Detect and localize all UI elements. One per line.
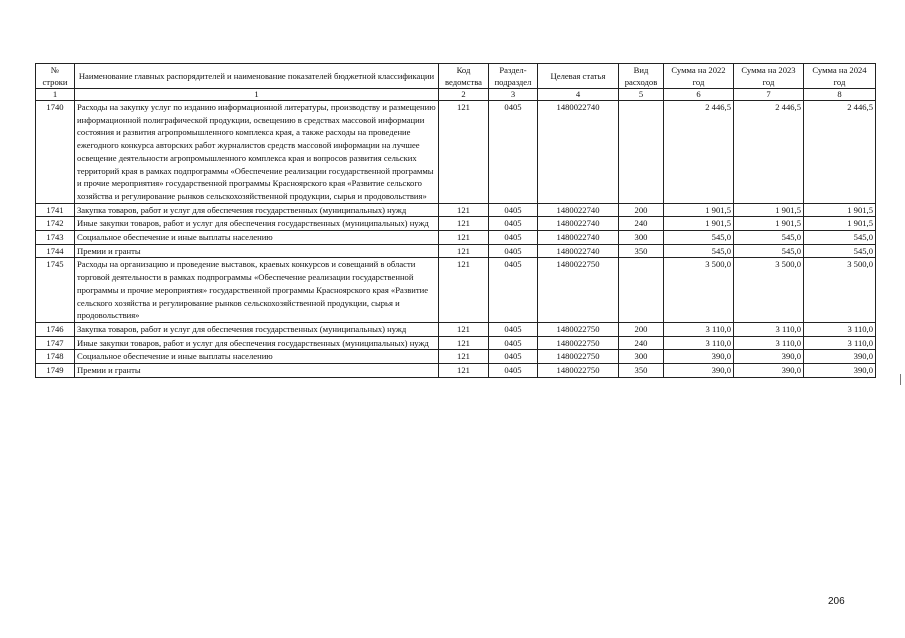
row-sum-2023-cell: 1 901,5: [734, 203, 804, 217]
row-name-cell: Иные закупки товаров, работ и услуг для обеспечения государственных (муниципальных) нужд: [75, 336, 439, 350]
row-section-cell: 0405: [489, 364, 538, 378]
row-sum-2023-cell: 3 110,0: [734, 322, 804, 336]
row-section-cell: 0405: [489, 322, 538, 336]
row-sum-2024-cell: 390,0: [804, 364, 876, 378]
row-dept-code-cell: 121: [439, 231, 489, 245]
row-dept-code-cell: 121: [439, 322, 489, 336]
row-sum-2023-cell: 390,0: [734, 364, 804, 378]
row-number-cell: 1741: [36, 203, 75, 217]
column-number: 4: [538, 89, 619, 101]
row-dept-code-cell: 121: [439, 364, 489, 378]
column-number: 1: [36, 89, 75, 101]
page-number: 206: [828, 596, 845, 607]
row-target-cell: 1480022740: [538, 244, 619, 258]
row-dept-code-cell: 121: [439, 336, 489, 350]
row-name-cell: Премии и гранты: [75, 364, 439, 378]
row-sum-2023-cell: 3 500,0: [734, 258, 804, 323]
table-row: [36, 203, 876, 217]
header-section: Раздел-подраздел: [489, 64, 538, 89]
row-sum-2022-cell: 390,0: [664, 350, 734, 364]
header-sum-2022: Сумма на 2022 год: [664, 64, 734, 89]
row-sum-2024-cell: 545,0: [804, 244, 876, 258]
row-sum-2022-cell: 1 901,5: [664, 217, 734, 231]
row-target-cell: 1480022740: [538, 203, 619, 217]
row-exp-type-cell: 300: [619, 350, 664, 364]
row-name-cell: Премии и гранты: [75, 244, 439, 258]
row-target-cell: 1480022740: [538, 101, 619, 204]
row-dept-code-cell: 121: [439, 217, 489, 231]
row-number-cell: 1740: [36, 101, 75, 204]
row-dept-code-cell: 121: [439, 244, 489, 258]
row-sum-2022-cell: 3 110,0: [664, 322, 734, 336]
table-row: [36, 364, 876, 378]
column-numbers-row: [36, 89, 876, 101]
row-target-cell: 1480022740: [538, 217, 619, 231]
table-row: [36, 231, 876, 245]
row-number-cell: 1746: [36, 322, 75, 336]
header-exp-type: Вид расходов: [619, 64, 664, 89]
row-number-cell: 1749: [36, 364, 75, 378]
table-row: [36, 258, 876, 323]
row-sum-2022-cell: 545,0: [664, 244, 734, 258]
row-number-cell: 1743: [36, 231, 75, 245]
budget-table: [35, 63, 876, 378]
row-sum-2022-cell: 545,0: [664, 231, 734, 245]
row-sum-2023-cell: 545,0: [734, 244, 804, 258]
row-sum-2022-cell: 3 500,0: [664, 258, 734, 323]
table-row: [36, 336, 876, 350]
row-target-cell: 1480022740: [538, 231, 619, 245]
row-dept-code-cell: 121: [439, 350, 489, 364]
row-target-cell: 1480022750: [538, 336, 619, 350]
row-number-cell: 1747: [36, 336, 75, 350]
row-section-cell: 0405: [489, 336, 538, 350]
row-sum-2024-cell: 3 110,0: [804, 336, 876, 350]
row-sum-2022-cell: 2 446,5: [664, 101, 734, 204]
row-sum-2022-cell: 3 110,0: [664, 336, 734, 350]
row-number-cell: 1745: [36, 258, 75, 323]
row-target-cell: 1480022750: [538, 322, 619, 336]
row-name-cell: Закупка товаров, работ и услуг для обеспечения государственных (муниципальных) нужд: [75, 203, 439, 217]
row-exp-type-cell: [619, 101, 664, 204]
row-sum-2023-cell: 3 110,0: [734, 336, 804, 350]
table-row: [36, 322, 876, 336]
table-row: [36, 244, 876, 258]
table-row: [36, 350, 876, 364]
table-body: [36, 89, 876, 378]
row-sum-2024-cell: 390,0: [804, 350, 876, 364]
row-sum-2023-cell: 1 901,5: [734, 217, 804, 231]
header-sum-2023: Сумма на 2023 год: [734, 64, 804, 89]
row-sum-2024-cell: 3 110,0: [804, 322, 876, 336]
row-name-cell: Расходы на организацию и проведение выставок, краевых конкурсов и совещаний в области торговой деятельности в рамках подпрограммы «Обеспечение реализации государственной программы и прочие мероприятия» государственной программы Красноярского края «Развитие сельского хозяйства и регулирование рынков сельскохозяйственной продукции, сырья и продовольствия»: [75, 258, 439, 323]
row-sum-2022-cell: 1 901,5: [664, 203, 734, 217]
budget-table-sheet: [35, 63, 875, 378]
row-target-cell: 1480022750: [538, 364, 619, 378]
header-dept-code: Код ведомства: [439, 64, 489, 89]
row-dept-code-cell: 121: [439, 203, 489, 217]
row-name-cell: Закупка товаров, работ и услуг для обеспечения государственных (муниципальных) нужд: [75, 322, 439, 336]
row-exp-type-cell: 240: [619, 336, 664, 350]
row-sum-2024-cell: 3 500,0: [804, 258, 876, 323]
row-name-cell: Социальное обеспечение и иные выплаты населению: [75, 350, 439, 364]
row-dept-code-cell: 121: [439, 101, 489, 204]
column-number: 3: [489, 89, 538, 101]
row-sum-2024-cell: 1 901,5: [804, 217, 876, 231]
row-sum-2023-cell: 2 446,5: [734, 101, 804, 204]
row-section-cell: 0405: [489, 350, 538, 364]
row-section-cell: 0405: [489, 101, 538, 204]
row-name-cell: Расходы на закупку услуг по изданию информационной литературы, производству и размещению информационной полиграфической продукции, освещению в средствах массовой информации состояния и развития агропромышленного комплекса края, а также расходы на проведение ежегодного конкурса авторских работ журналистов средств массовой информации на лучшее освещение деятельности агропромышленного комплекса края и вопросов развития сельских территорий края в рамках подпрограммы «Обеспечение реализации государственной программы и прочие мероприятия» государственной программы Красноярского края «Развитие сельского хозяйства и регулирование рынков сельскохозяйственной продукции, сырья и продовольствия»: [75, 101, 439, 204]
row-section-cell: 0405: [489, 258, 538, 323]
row-exp-type-cell: 200: [619, 322, 664, 336]
row-exp-type-cell: 200: [619, 203, 664, 217]
column-number: 5: [619, 89, 664, 101]
margin-mark: [900, 374, 901, 385]
row-number-cell: 1742: [36, 217, 75, 231]
row-section-cell: 0405: [489, 203, 538, 217]
row-sum-2024-cell: 2 446,5: [804, 101, 876, 204]
row-target-cell: 1480022750: [538, 350, 619, 364]
row-sum-2023-cell: 390,0: [734, 350, 804, 364]
row-name-cell: Социальное обеспечение и иные выплаты населению: [75, 231, 439, 245]
row-dept-code-cell: 121: [439, 258, 489, 323]
row-number-cell: 1744: [36, 244, 75, 258]
header-name: Наименование главных распорядителей и наименование показателей бюджетной классификации: [75, 64, 439, 89]
row-section-cell: 0405: [489, 244, 538, 258]
row-section-cell: 0405: [489, 231, 538, 245]
table-row: [36, 217, 876, 231]
header-row: [36, 64, 876, 89]
column-number: 2: [439, 89, 489, 101]
row-section-cell: 0405: [489, 217, 538, 231]
column-number: 7: [734, 89, 804, 101]
row-sum-2022-cell: 390,0: [664, 364, 734, 378]
row-exp-type-cell: [619, 258, 664, 323]
column-number: 6: [664, 89, 734, 101]
row-exp-type-cell: 350: [619, 244, 664, 258]
row-sum-2024-cell: 1 901,5: [804, 203, 876, 217]
column-number: 8: [804, 89, 876, 101]
row-exp-type-cell: 300: [619, 231, 664, 245]
row-number-cell: 1748: [36, 350, 75, 364]
row-exp-type-cell: 240: [619, 217, 664, 231]
row-sum-2023-cell: 545,0: [734, 231, 804, 245]
row-exp-type-cell: 350: [619, 364, 664, 378]
table-row: [36, 101, 876, 204]
header-row-no: № строки: [36, 64, 75, 89]
row-target-cell: 1480022750: [538, 258, 619, 323]
row-sum-2024-cell: 545,0: [804, 231, 876, 245]
row-name-cell: Иные закупки товаров, работ и услуг для обеспечения государственных (муниципальных) нужд: [75, 217, 439, 231]
column-number: 1: [75, 89, 439, 101]
header-sum-2024: Сумма на 2024 год: [804, 64, 876, 89]
header-target: Целевая статья: [538, 64, 619, 89]
